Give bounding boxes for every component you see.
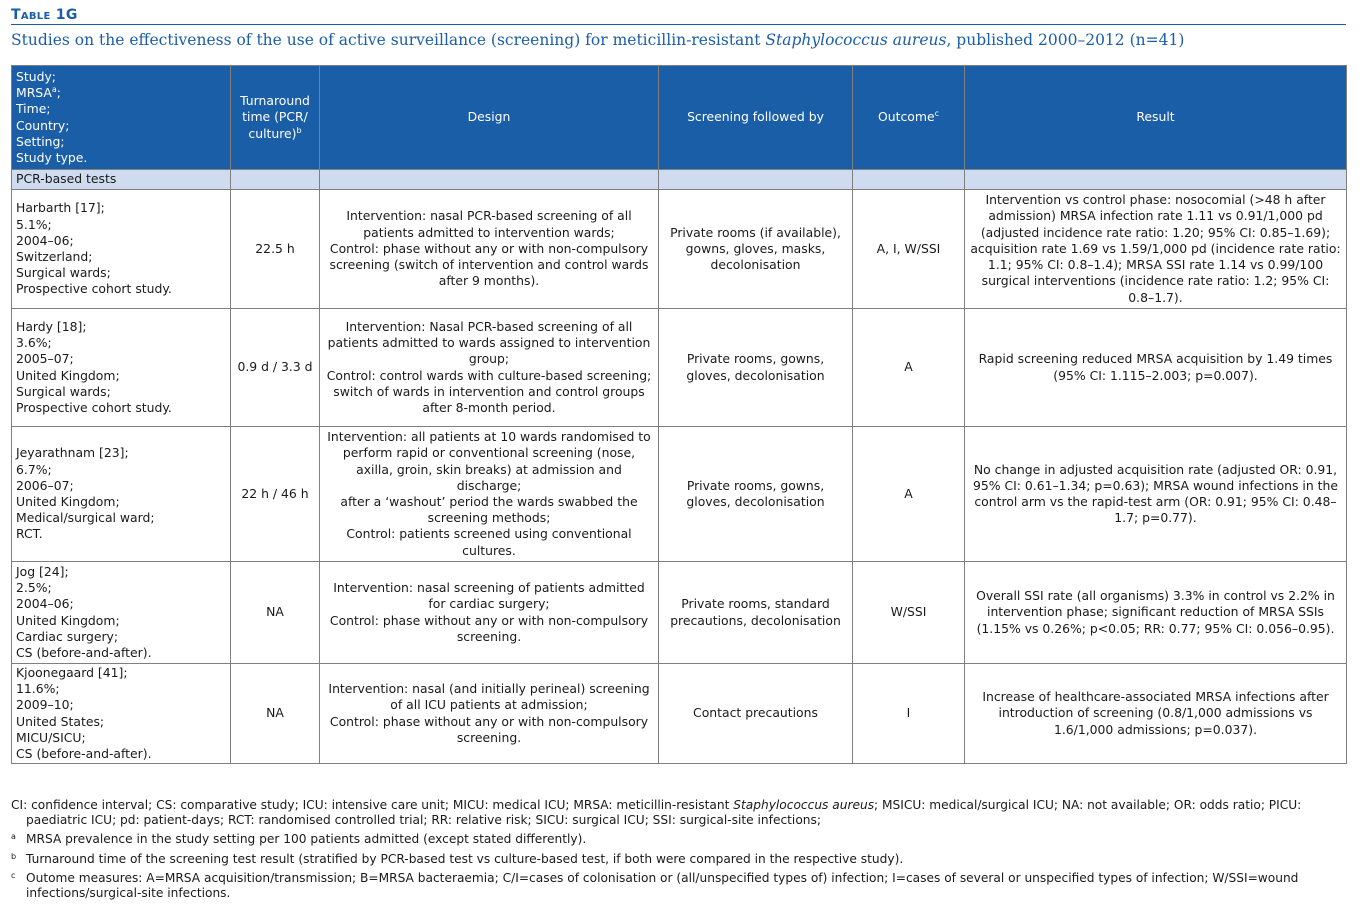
caption-text-end: , published 2000–2012 (n=41): [946, 31, 1185, 49]
table-row: [12, 309, 1347, 427]
footnote-text: Turnaround time of the screening test result (stratified by PCR-based test vs culture-based test, if both were compared in the respective study).: [26, 851, 904, 866]
screening-cell: Private rooms, gowns, gloves, decolonisation: [659, 309, 853, 427]
design-cell: Intervention: nasal PCR-based screening of all patients admitted to intervention wards; Control: phase without any or with non-compulsory screening (switch of intervention and control wards after 9 months).: [320, 190, 659, 309]
result-cell: Increase of healthcare-associated MRSA infections after introduction of screening (0.8/1,000 admissions vs 1.6/1,000 admissions; p=0.037).: [965, 664, 1347, 764]
outcome-cell: A: [853, 427, 965, 562]
footnote-a: [11, 832, 1351, 847]
turnaround-cell: 22.5 h: [231, 190, 320, 309]
header-turnaround: Turnaround time (PCR/ culture)$^b$: [231, 66, 320, 170]
study-cell: Jeyarathnam [23]; 6.7%; 2006–07; United Kingdom; Medical/surgical ward; RCT.: [12, 427, 231, 562]
title-divider: [11, 24, 1346, 25]
outcome-cell: A, I, W/SSI: [853, 190, 965, 309]
abbreviations-note: CI: confidence interval; CS: comparative study; ICU: intensive care unit; MICU: medical ICU; MRSA: meticillin-resistant Staphylococcus aureus; MSICU: medical/surgical ICU; NA: not available; OR: odds ratio; PICU: paediatric ICU; pd: patient-days; RCT: randomised controlled trial; RR: relative risk; SICU: surgical ICU; SSI: surgical-site infections;: [11, 798, 1302, 827]
outcome-cell: A: [853, 309, 965, 427]
study-cell: Kjoonegaard [41]; 11.6%; 2009–10; United States; MICU/SICU; CS (before-and-after).: [12, 664, 231, 764]
footnote-marker: b: [11, 851, 17, 861]
turnaround-cell: 22 h / 46 h: [231, 427, 320, 562]
header-outcome: Outcome$^c$: [853, 66, 965, 170]
footnote-marker: c: [11, 871, 16, 880]
table-row: [12, 190, 1347, 309]
header-row: [12, 66, 1347, 170]
header-result: Result: [965, 66, 1347, 170]
study-cell: Harbarth [17]; 5.1%; 2004–06; Switzerland; Surgical wards; Prospective cohort study.: [12, 190, 231, 309]
outcome-cell: I: [853, 664, 965, 764]
screening-cell: Private rooms, standard precautions, decolonisation: [659, 562, 853, 664]
studies-table: [11, 65, 1347, 764]
study-cell: Hardy [18]; 3.6%; 2005–07; United Kingdom; Surgical wards; Prospective cohort study.: [12, 309, 231, 427]
screening-cell: Private rooms, gowns, gloves, decolonisation: [659, 427, 853, 562]
footnotes: [11, 798, 1351, 905]
screening-cell: Private rooms (if available), gowns, gloves, masks, decolonisation: [659, 190, 853, 309]
caption-text: Studies on the effectiveness of the use of active surveillance (screening) for meticillin-resistant: [11, 31, 766, 49]
footnote-text: Outome measures: A=MRSA acquisition/transmission; B=MRSA bacteraemia; C/I=cases of colonisation or (all/unspecified types of) infection; I=cases of several or unspecified types of infection; W/SSI=wound infections/surgical-site infections.: [26, 871, 1299, 900]
design-cell: Intervention: Nasal PCR-based screening of all patients admitted to wards assigned to intervention group; Control: control wards with culture-based screening; switch of wards in intervention and control groups after 8-month period.: [320, 309, 659, 427]
result-cell: No change in adjusted acquisition rate (adjusted OR: 0.91, 95% CI: 0.61–1.34; p=0.63); MRSA wound infections in the control arm vs the rapid-test arm (OR: 0.91; 95% CI: 0.48–1.7; p=0.77).: [965, 427, 1347, 562]
design-cell: Intervention: nasal (and initially perineal) screening of all ICU patients at admission; Control: phase without any or with non-compulsory screening.: [320, 664, 659, 764]
table-caption: [11, 31, 1184, 49]
outcome-cell: W/SSI: [853, 562, 965, 664]
table-row: [12, 562, 1347, 664]
table-row: [12, 427, 1347, 562]
header-design: Design: [320, 66, 659, 170]
result-cell: Rapid screening reduced MRSA acquisition by 1.49 times (95% CI: 1.115–2.003; p=0.007).: [965, 309, 1347, 427]
turnaround-cell: NA: [231, 562, 320, 664]
header-screening: Screening followed by: [659, 66, 853, 170]
study-cell: Jog [24]; 2.5%; 2004–06; United Kingdom; Cardiac surgery; CS (before-and-after).: [12, 562, 231, 664]
design-cell: Intervention: nasal screening of patients admitted for cardiac surgery; Control: phase without any or with non-compulsory screening.: [320, 562, 659, 664]
header-study: Study; MRSA$^a$; Time; Country; Setting; Study type.: [12, 66, 231, 170]
footnote-text: MRSA prevalence in the study setting per 100 patients admitted (except stated differently).: [26, 832, 587, 846]
footnote-b: [11, 852, 1351, 867]
table-row: [12, 664, 1347, 764]
turnaround-cell: NA: [231, 664, 320, 764]
result-cell: Overall SSI rate (all organisms) 3.3% in control vs 2.2% in intervention phase; significant reduction of MRSA SSIs (1.15% vs 0.26%; p<0.05; RR: 0.77; 95% CI: 0.056–0.95).: [965, 562, 1347, 664]
section-row: [12, 170, 1347, 190]
footnote-c: [11, 871, 1351, 900]
screening-cell: Contact precautions: [659, 664, 853, 764]
footnote-marker: a: [11, 832, 16, 841]
section-label: PCR-based tests: [12, 170, 231, 190]
caption-organism: Staphylococcus aureus: [765, 31, 947, 49]
result-cell: Intervention vs control phase: nosocomial (>48 h after admission) MRSA infection rate 1.11 vs 0.91/1,000 pd (adjusted incidence rate ratio: 1.20; 95% CI: 0.85–1.69); acquisition rate 1.69 vs 1.59/1,000 pd (incidence rate ratio: 1.1; 95% CI: 0.8–1.4); MRSA SSI rate 1.14 vs 0.99/100 surgical interventions (incidence rate ratio: 1.2; 95% CI: 0.8–1.7).: [965, 190, 1347, 309]
turnaround-cell: 0.9 d / 3.3 d: [231, 309, 320, 427]
table-label: Table 1G: [11, 7, 78, 23]
design-cell: Intervention: all patients at 10 wards randomised to perform rapid or conventional screening (nose, axilla, groin, skin breaks) at admission and discharge; after a ‘washout’ period the wards swabbed the screening methods; Control: patients screened using conventional cultures.: [320, 427, 659, 562]
